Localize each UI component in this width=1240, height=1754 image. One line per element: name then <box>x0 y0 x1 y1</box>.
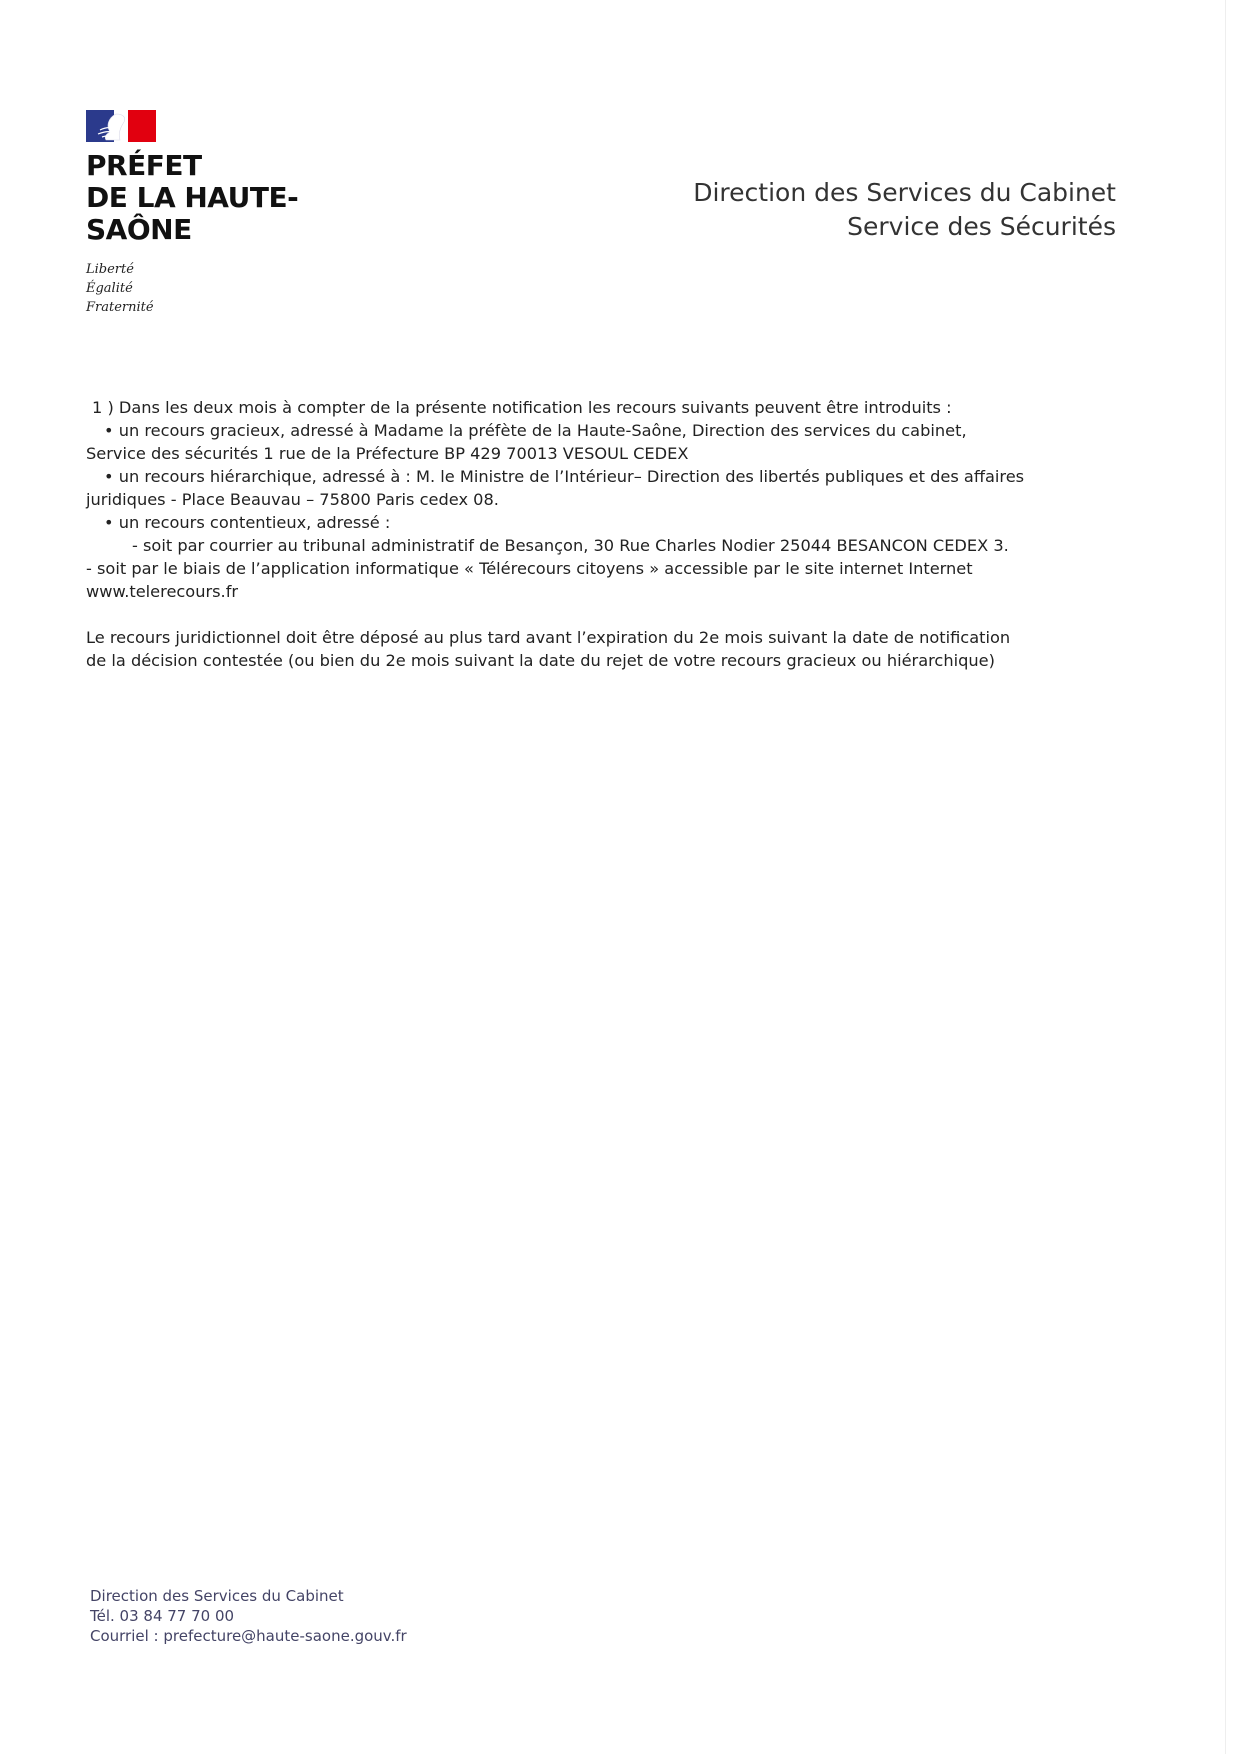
recours-gracieux-line: • un recours gracieux, adressé à Madame la préfète de la Haute-Saône, Direction des services du cabinet, <box>104 421 967 440</box>
recours-gracieux-address: Service des sécurités 1 rue de la Préfecture BP 429 70013 VESOUL CEDEX <box>86 444 689 463</box>
deadline-note-continued: de la décision contestée (ou bien du 2e mois suivant la date du rejet de votre recours gracieux ou hiérarchique) <box>86 651 995 670</box>
recours-contentieux-line: • un recours contentieux, adressé : <box>104 513 391 532</box>
direction-title: Direction des Services du Cabinet <box>693 178 1116 207</box>
paragraph-spacer <box>86 603 1146 626</box>
marianne-flag-icon <box>86 110 156 142</box>
service-header <box>693 176 1116 244</box>
footer-phone: Tél. 03 84 77 70 00 <box>90 1607 235 1625</box>
deadline-note: Le recours juridictionnel doit être déposé au plus tard avant l’expiration du 2e mois suivant la date de notification <box>86 628 1011 647</box>
motto-line: Égalité <box>86 281 133 296</box>
recours-hierarchique-address: juridiques - Place Beauvau – 75800 Paris cedex 08. <box>86 490 499 509</box>
page-edge-line <box>1225 0 1226 1754</box>
prefet-line: PRÉFET <box>86 149 202 182</box>
courrier-option: - soit par courrier au tribunal administratif de Besançon, 30 Rue Charles Nodier 25044 BESANCON CEDEX 3. <box>132 536 1009 555</box>
telerecours-url: www.telerecours.fr <box>86 582 239 601</box>
footer-direction: Direction des Services du Cabinet <box>90 1587 344 1605</box>
service-title: Service des Sécurités <box>847 212 1116 241</box>
prefecture-logo <box>86 110 298 317</box>
intro-paragraph: 1 ) Dans les deux mois à compter de la présente notification les recours suivants peuvent être introduits : <box>92 398 952 417</box>
appeal-notice-body <box>86 396 1146 672</box>
motto-line: Liberté <box>86 262 134 277</box>
page-footer <box>90 1586 407 1646</box>
footer-email: Courriel : prefecture@haute-saone.gouv.fr <box>90 1627 407 1645</box>
recours-hierarchique-line: • un recours hiérarchique, adressé à : M. le Ministre de l’Intérieur– Direction des libertés publiques et des affaires <box>104 467 1025 486</box>
prefet-line: SAÔNE <box>86 213 192 246</box>
republic-motto <box>86 260 298 317</box>
prefet-line: DE LA HAUTE- <box>86 181 299 214</box>
telerecours-option: - soit par le biais de l’application informatique « Télérecours citoyens » accessible par le site internet Internet <box>86 559 973 578</box>
prefet-title <box>86 150 298 246</box>
motto-line: Fraternité <box>86 300 154 315</box>
